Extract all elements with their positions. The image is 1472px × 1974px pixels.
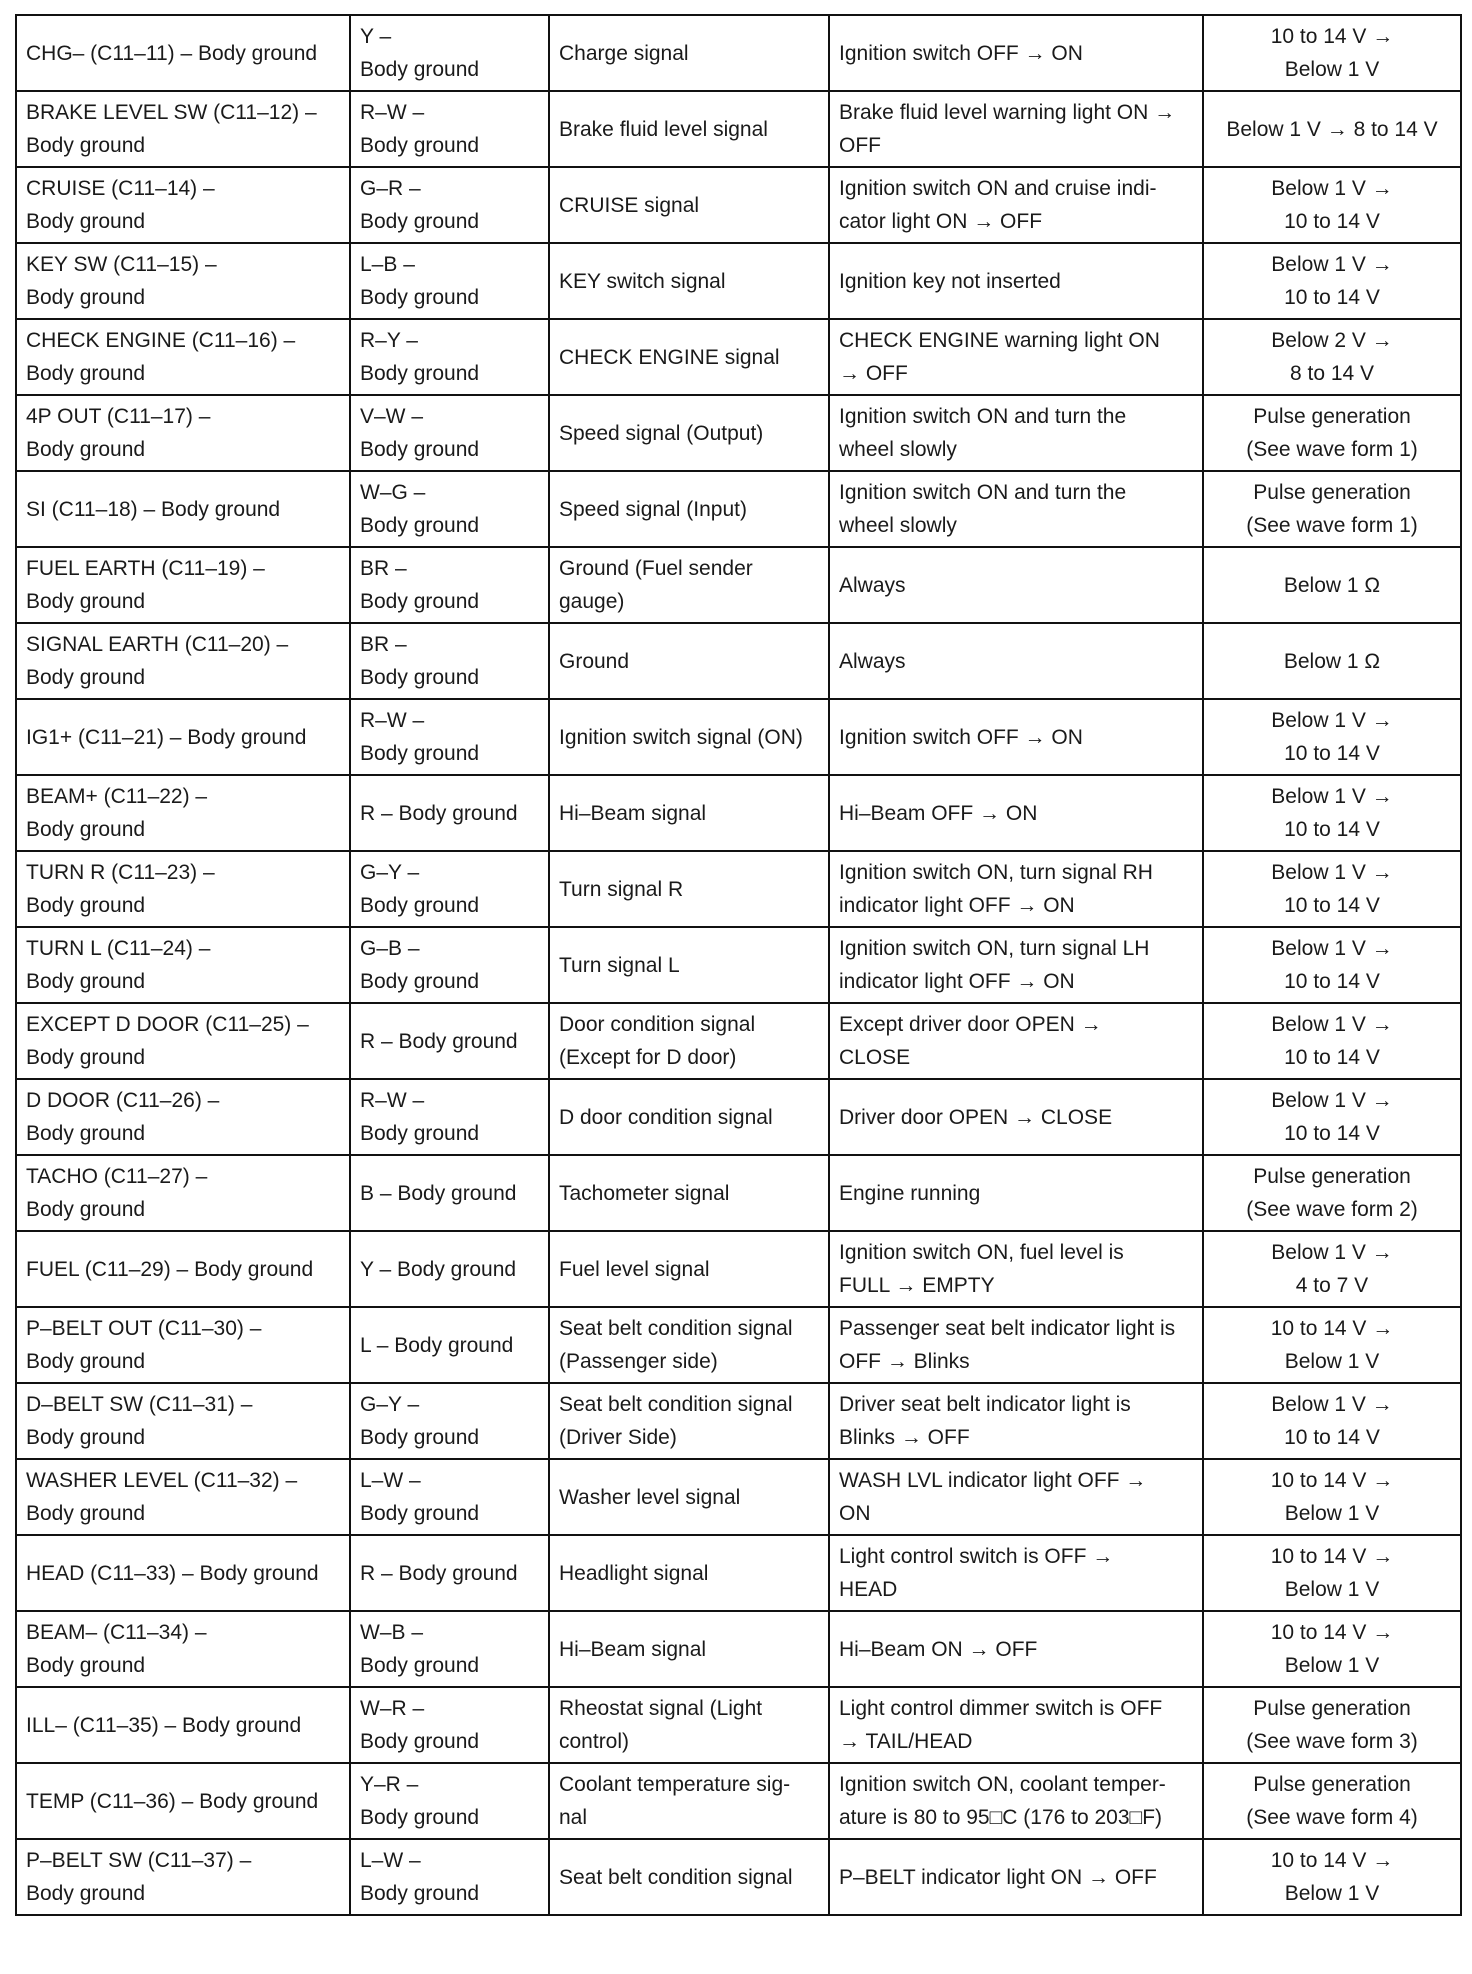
table-row	[16, 15, 1461, 91]
description-cell	[549, 547, 829, 623]
terminal-cell-text: TURN R (C11–23) – Body ground	[26, 861, 215, 917]
specified-condition-cell-text: Below 2 V → 8 to 14 V	[1271, 329, 1393, 385]
description-cell-text: Fuel level signal	[559, 1257, 710, 1281]
specified-condition-cell-text: 10 to 14 V → Below 1 V	[1270, 1621, 1394, 1677]
description-cell	[549, 775, 829, 851]
terminal-cell-text: P–BELT OUT (C11–30) – Body ground	[26, 1317, 262, 1373]
description-cell-text: Headlight signal	[559, 1561, 709, 1585]
specified-condition-cell-text: Below 1 V → 10 to 14 V	[1271, 1089, 1393, 1145]
condition-cell-text: Ignition switch ON, turn signal RH indicator light OFF → ON	[839, 861, 1153, 917]
condition-cell	[829, 927, 1203, 1003]
description-cell-text: Turn signal L	[559, 953, 680, 977]
terminal-cell-text: D DOOR (C11–26) – Body ground	[26, 1089, 220, 1145]
condition-cell	[829, 699, 1203, 775]
description-cell	[549, 1383, 829, 1459]
wiring-color-cell	[350, 319, 549, 395]
condition-cell	[829, 1307, 1203, 1383]
wiring-color-cell	[350, 699, 549, 775]
condition-cell-text: Light control dimmer switch is OFF → TAIL/HEAD	[839, 1697, 1163, 1753]
terminal-cell-text: BEAM+ (C11–22) – Body ground	[26, 785, 208, 841]
specified-condition-cell-text: Pulse generation (See wave form 1)	[1246, 481, 1418, 537]
wiring-color-cell	[350, 1763, 549, 1839]
condition-cell-text: Ignition switch ON, coolant temper- ature is 80 to 95□C (176 to 203□F)	[839, 1773, 1166, 1829]
condition-cell-text: Passenger seat belt indicator light is OFF → Blinks	[839, 1317, 1176, 1373]
specified-condition-cell-text: Below 1 Ω	[1283, 649, 1381, 673]
description-cell	[549, 1459, 829, 1535]
wiring-color-cell-text: L–W – Body ground	[360, 1469, 480, 1525]
wiring-color-cell	[350, 1231, 549, 1307]
terminal-cell	[16, 1459, 350, 1535]
terminal-cell-text: CRUISE (C11–14) – Body ground	[26, 177, 215, 233]
specified-condition-cell	[1203, 927, 1461, 1003]
table-row	[16, 243, 1461, 319]
specified-condition-cell-text: Below 1 V → 10 to 14 V	[1271, 861, 1393, 917]
condition-cell-text: WASH LVL indicator light OFF → ON	[839, 1469, 1147, 1525]
description-cell	[549, 15, 829, 91]
terminal-cell	[16, 1003, 350, 1079]
specified-condition-cell-text: Pulse generation (See wave form 2)	[1246, 1165, 1418, 1221]
condition-cell-text: Ignition key not inserted	[839, 269, 1061, 293]
terminal-cell-text: CHG– (C11–11) – Body ground	[26, 41, 318, 65]
wiring-color-cell-text: L – Body ground	[360, 1333, 514, 1357]
specified-condition-cell-text: Pulse generation (See wave form 4)	[1246, 1773, 1418, 1829]
condition-cell	[829, 243, 1203, 319]
wiring-color-cell	[350, 547, 549, 623]
wiring-color-cell-text: G–Y – Body ground	[360, 1393, 480, 1449]
table-row	[16, 699, 1461, 775]
specified-condition-cell-text: Below 1 V → 10 to 14 V	[1271, 709, 1393, 765]
condition-cell	[829, 1535, 1203, 1611]
condition-cell-text: Ignition switch ON, turn signal LH indicator light OFF → ON	[839, 937, 1150, 993]
description-cell	[549, 1687, 829, 1763]
table-row	[16, 1687, 1461, 1763]
specified-condition-cell	[1203, 623, 1461, 699]
specified-condition-cell	[1203, 1383, 1461, 1459]
wiring-color-cell-text: R – Body ground	[360, 801, 518, 825]
condition-cell	[829, 1003, 1203, 1079]
condition-cell-text: Ignition switch ON, fuel level is FULL → EMPTY	[839, 1241, 1124, 1297]
specified-condition-cell-text: Below 1 V → 4 to 7 V	[1271, 1241, 1393, 1297]
table-row	[16, 91, 1461, 167]
wiring-color-cell	[350, 1307, 549, 1383]
wiring-color-cell	[350, 623, 549, 699]
specified-condition-cell-text: Below 1 V → 10 to 14 V	[1271, 1013, 1393, 1069]
condition-cell-text: Light control switch is OFF → HEAD	[839, 1545, 1114, 1601]
condition-cell-text: Brake fluid level warning light ON → OFF	[839, 101, 1176, 157]
table-row	[16, 1307, 1461, 1383]
condition-cell	[829, 1231, 1203, 1307]
description-cell-text: Ground (Fuel sender gauge)	[559, 557, 753, 613]
description-cell-text: CHECK ENGINE signal	[559, 345, 780, 369]
description-cell-text: Ground	[559, 649, 630, 673]
description-cell-text: Rheostat signal (Light control)	[559, 1697, 763, 1753]
condition-cell	[829, 1611, 1203, 1687]
wiring-color-cell	[350, 1003, 549, 1079]
specified-condition-cell	[1203, 471, 1461, 547]
table-row	[16, 851, 1461, 927]
specified-condition-cell	[1203, 91, 1461, 167]
table-row	[16, 1611, 1461, 1687]
condition-cell	[829, 1079, 1203, 1155]
condition-cell-text: Always	[839, 649, 906, 673]
condition-cell	[829, 319, 1203, 395]
specified-condition-cell	[1203, 15, 1461, 91]
description-cell	[549, 1231, 829, 1307]
terminal-cell-text: HEAD (C11–33) – Body ground	[26, 1561, 319, 1585]
wiring-color-cell-text: R–W – Body ground	[360, 101, 480, 157]
specified-condition-cell-text: 10 to 14 V → Below 1 V	[1270, 1849, 1394, 1905]
wiring-color-cell	[350, 1459, 549, 1535]
specified-condition-cell	[1203, 243, 1461, 319]
terminal-cell	[16, 1763, 350, 1839]
wiring-color-cell	[350, 1839, 549, 1915]
condition-cell	[829, 91, 1203, 167]
terminal-cell-text: EXCEPT D DOOR (C11–25) – Body ground	[26, 1013, 309, 1069]
specified-condition-cell-text: Below 1 V → 10 to 14 V	[1271, 253, 1393, 309]
condition-cell	[829, 1155, 1203, 1231]
wiring-color-cell-text: G–Y – Body ground	[360, 861, 480, 917]
description-cell-text: Hi–Beam signal	[559, 1637, 707, 1661]
terminal-cell	[16, 1687, 350, 1763]
specified-condition-cell	[1203, 1687, 1461, 1763]
terminal-cell	[16, 1155, 350, 1231]
specified-condition-cell	[1203, 1611, 1461, 1687]
terminal-cell-text: KEY SW (C11–15) – Body ground	[26, 253, 217, 309]
table-row	[16, 1839, 1461, 1915]
terminal-cell-text: SIGNAL EARTH (C11–20) – Body ground	[26, 633, 289, 689]
condition-cell	[829, 775, 1203, 851]
condition-cell	[829, 547, 1203, 623]
specified-condition-cell	[1203, 1535, 1461, 1611]
wiring-color-cell-text: R–Y – Body ground	[360, 329, 480, 385]
description-cell	[549, 471, 829, 547]
table-row	[16, 1459, 1461, 1535]
condition-cell-text: Engine running	[839, 1181, 981, 1205]
table-row	[16, 1231, 1461, 1307]
description-cell	[549, 91, 829, 167]
wiring-color-cell	[350, 243, 549, 319]
description-cell-text: Charge signal	[559, 41, 689, 65]
terminal-cell-text: BRAKE LEVEL SW (C11–12) – Body ground	[26, 101, 317, 157]
terminal-cell	[16, 319, 350, 395]
description-cell-text: Speed signal (Input)	[559, 497, 747, 521]
condition-cell-text: Ignition switch OFF → ON	[839, 41, 1083, 65]
terminal-cell-text: CHECK ENGINE (C11–16) – Body ground	[26, 329, 296, 385]
description-cell	[549, 1307, 829, 1383]
table-row	[16, 1763, 1461, 1839]
terminal-cell-text: ILL– (C11–35) – Body ground	[26, 1713, 302, 1737]
specified-condition-cell	[1203, 395, 1461, 471]
terminal-cell	[16, 547, 350, 623]
condition-cell-text: Driver seat belt indicator light is Blinks → OFF	[839, 1393, 1131, 1449]
terminal-cell	[16, 1231, 350, 1307]
terminal-cell	[16, 927, 350, 1003]
description-cell	[549, 927, 829, 1003]
description-cell-text: KEY switch signal	[559, 269, 726, 293]
description-cell	[549, 1155, 829, 1231]
terminal-cell-text: TURN L (C11–24) – Body ground	[26, 937, 211, 993]
condition-cell-text: CHECK ENGINE warning light ON → OFF	[839, 329, 1160, 385]
table-row	[16, 623, 1461, 699]
wiring-color-cell	[350, 1383, 549, 1459]
wiring-color-cell-text: L–W – Body ground	[360, 1849, 480, 1905]
terminal-cell-text: SI (C11–18) – Body ground	[26, 497, 281, 521]
table-body	[16, 15, 1461, 1915]
description-cell	[549, 1535, 829, 1611]
description-cell	[549, 623, 829, 699]
table-row	[16, 471, 1461, 547]
specified-condition-cell-text: Below 1 Ω	[1283, 573, 1381, 597]
condition-cell	[829, 1839, 1203, 1915]
terminal-cell-text: D–BELT SW (C11–31) – Body ground	[26, 1393, 253, 1449]
terminal-cell	[16, 1079, 350, 1155]
wiring-color-cell-text: Y – Body ground	[360, 1257, 517, 1281]
condition-cell	[829, 471, 1203, 547]
condition-cell-text: Always	[839, 573, 906, 597]
wiring-color-cell	[350, 471, 549, 547]
description-cell	[549, 1079, 829, 1155]
terminal-cell	[16, 1383, 350, 1459]
description-cell-text: Seat belt condition signal (Driver Side)	[559, 1393, 793, 1449]
terminal-cell-text: WASHER LEVEL (C11–32) – Body ground	[26, 1469, 298, 1525]
description-cell	[549, 319, 829, 395]
terminal-cell	[16, 851, 350, 927]
wiring-color-cell	[350, 1611, 549, 1687]
wiring-color-cell	[350, 15, 549, 91]
description-cell	[549, 243, 829, 319]
wiring-color-cell	[350, 1155, 549, 1231]
description-cell-text: Washer level signal	[559, 1485, 741, 1509]
terminal-cell-text: TACHO (C11–27) – Body ground	[26, 1165, 208, 1221]
terminal-cell	[16, 1535, 350, 1611]
terminal-cell	[16, 775, 350, 851]
terminal-cell-text: TEMP (C11–36) – Body ground	[26, 1789, 319, 1813]
specified-condition-cell-text: 10 to 14 V → Below 1 V	[1270, 1469, 1394, 1525]
terminal-cell-text: FUEL (C11–29) – Body ground	[26, 1257, 314, 1281]
description-cell-text: Ignition switch signal (ON)	[559, 725, 803, 749]
wiring-color-cell-text: R–W – Body ground	[360, 709, 480, 765]
wiring-color-cell-text: Y – Body ground	[360, 25, 480, 81]
wiring-color-cell-text: L–B – Body ground	[360, 253, 480, 309]
specified-condition-cell	[1203, 319, 1461, 395]
wiring-color-cell-text: W–G – Body ground	[360, 481, 480, 537]
specified-condition-cell-text: Below 1 V → 10 to 14 V	[1271, 785, 1393, 841]
specified-condition-cell-text: Below 1 V → 10 to 14 V	[1271, 937, 1393, 993]
terminal-cell	[16, 623, 350, 699]
description-cell-text: Brake fluid level signal	[559, 117, 768, 141]
description-cell	[549, 1003, 829, 1079]
description-cell-text: Turn signal R	[559, 877, 684, 901]
description-cell-text: Door condition signal (Except for D door)	[559, 1013, 756, 1069]
wiring-color-cell	[350, 851, 549, 927]
terminal-cell-text: BEAM– (C11–34) – Body ground	[26, 1621, 207, 1677]
specified-condition-cell	[1203, 1763, 1461, 1839]
specified-condition-cell	[1203, 775, 1461, 851]
description-cell-text: Seat belt condition signal	[559, 1865, 793, 1889]
wiring-color-cell	[350, 1535, 549, 1611]
specified-condition-cell-text: Below 1 V → 8 to 14 V	[1226, 117, 1438, 141]
terminal-cell	[16, 1611, 350, 1687]
description-cell-text: CRUISE signal	[559, 193, 700, 217]
description-cell	[549, 1839, 829, 1915]
terminal-cell	[16, 471, 350, 547]
specified-condition-cell	[1203, 1839, 1461, 1915]
description-cell	[549, 1763, 829, 1839]
condition-cell-text: Hi–Beam OFF → ON	[839, 801, 1038, 825]
table-row	[16, 1079, 1461, 1155]
wiring-color-cell-text: G–B – Body ground	[360, 937, 480, 993]
table-row	[16, 775, 1461, 851]
specified-condition-cell	[1203, 167, 1461, 243]
description-cell	[549, 167, 829, 243]
specified-condition-cell	[1203, 851, 1461, 927]
description-cell-text: Hi–Beam signal	[559, 801, 707, 825]
terminal-cell	[16, 699, 350, 775]
table-row	[16, 167, 1461, 243]
table-row	[16, 395, 1461, 471]
wiring-color-cell-text: V–W – Body ground	[360, 405, 480, 461]
condition-cell-text: Ignition switch ON and turn the wheel slowly	[839, 405, 1127, 461]
table-row	[16, 547, 1461, 623]
specified-condition-cell	[1203, 1003, 1461, 1079]
condition-cell-text: Driver door OPEN → CLOSE	[839, 1105, 1113, 1129]
specified-condition-cell	[1203, 1231, 1461, 1307]
terminal-cell-text: P–BELT SW (C11–37) – Body ground	[26, 1849, 252, 1905]
terminal-cell-text: IG1+ (C11–21) – Body ground	[26, 725, 307, 749]
specified-condition-cell	[1203, 1459, 1461, 1535]
wiring-color-cell-text: B – Body ground	[360, 1181, 517, 1205]
terminal-spec-table	[15, 14, 1462, 1916]
terminal-cell	[16, 243, 350, 319]
terminal-cell	[16, 1307, 350, 1383]
terminal-cell	[16, 1839, 350, 1915]
wiring-color-cell-text: BR – Body ground	[360, 557, 480, 613]
condition-cell	[829, 167, 1203, 243]
terminal-cell-text: 4P OUT (C11–17) – Body ground	[26, 405, 211, 461]
table-row	[16, 319, 1461, 395]
wiring-color-cell	[350, 775, 549, 851]
specified-condition-cell	[1203, 699, 1461, 775]
condition-cell	[829, 623, 1203, 699]
table-row	[16, 1535, 1461, 1611]
terminal-cell	[16, 15, 350, 91]
wiring-color-cell-text: R–W – Body ground	[360, 1089, 480, 1145]
description-cell-text: Coolant temperature sig- nal	[559, 1773, 791, 1829]
condition-cell	[829, 15, 1203, 91]
condition-cell	[829, 395, 1203, 471]
specified-condition-cell-text: Pulse generation (See wave form 3)	[1246, 1697, 1418, 1753]
specified-condition-cell-text: Pulse generation (See wave form 1)	[1246, 405, 1418, 461]
wiring-color-cell-text: G–R – Body ground	[360, 177, 480, 233]
specified-condition-cell	[1203, 1079, 1461, 1155]
wiring-color-cell	[350, 167, 549, 243]
specified-condition-cell-text: 10 to 14 V → Below 1 V	[1270, 25, 1394, 81]
description-cell	[549, 1611, 829, 1687]
specified-condition-cell	[1203, 1155, 1461, 1231]
condition-cell-text: Ignition switch ON and turn the wheel slowly	[839, 481, 1127, 537]
specified-condition-cell-text: 10 to 14 V → Below 1 V	[1270, 1545, 1394, 1601]
description-cell	[549, 395, 829, 471]
condition-cell-text: Ignition switch OFF → ON	[839, 725, 1083, 749]
description-cell-text: D door condition signal	[559, 1105, 773, 1129]
table-row	[16, 1383, 1461, 1459]
condition-cell-text: P–BELT indicator light ON → OFF	[839, 1865, 1157, 1889]
condition-cell	[829, 1383, 1203, 1459]
wiring-color-cell-text: R – Body ground	[360, 1561, 518, 1585]
table-row	[16, 1155, 1461, 1231]
terminal-cell	[16, 167, 350, 243]
description-cell-text: Seat belt condition signal (Passenger side)	[559, 1317, 793, 1373]
condition-cell-text: Ignition switch ON and cruise indi- cator light ON → OFF	[839, 177, 1157, 233]
condition-cell	[829, 1763, 1203, 1839]
table-row	[16, 927, 1461, 1003]
description-cell	[549, 851, 829, 927]
specified-condition-cell	[1203, 547, 1461, 623]
wiring-color-cell-text: W–B – Body ground	[360, 1621, 480, 1677]
wiring-color-cell	[350, 1687, 549, 1763]
specified-condition-cell-text: Below 1 V → 10 to 14 V	[1271, 1393, 1393, 1449]
condition-cell-text: Except driver door OPEN → CLOSE	[839, 1013, 1102, 1069]
description-cell-text: Speed signal (Output)	[559, 421, 764, 445]
wiring-color-cell	[350, 395, 549, 471]
terminal-cell	[16, 395, 350, 471]
condition-cell-text: Hi–Beam ON → OFF	[839, 1637, 1038, 1661]
terminal-cell	[16, 91, 350, 167]
wiring-color-cell-text: BR – Body ground	[360, 633, 480, 689]
condition-cell	[829, 851, 1203, 927]
wiring-color-cell	[350, 927, 549, 1003]
condition-cell	[829, 1687, 1203, 1763]
specified-condition-cell	[1203, 1307, 1461, 1383]
specified-condition-cell-text: Below 1 V → 10 to 14 V	[1271, 177, 1393, 233]
terminal-cell-text: FUEL EARTH (C11–19) – Body ground	[26, 557, 265, 613]
wiring-color-cell-text: Y–R – Body ground	[360, 1773, 480, 1829]
table-row	[16, 1003, 1461, 1079]
wiring-color-cell	[350, 1079, 549, 1155]
wiring-color-cell	[350, 91, 549, 167]
specified-condition-cell-text: 10 to 14 V → Below 1 V	[1270, 1317, 1394, 1373]
description-cell	[549, 699, 829, 775]
wiring-color-cell-text: W–R – Body ground	[360, 1697, 480, 1753]
description-cell-text: Tachometer signal	[559, 1181, 730, 1205]
wiring-color-cell-text: R – Body ground	[360, 1029, 518, 1053]
condition-cell	[829, 1459, 1203, 1535]
